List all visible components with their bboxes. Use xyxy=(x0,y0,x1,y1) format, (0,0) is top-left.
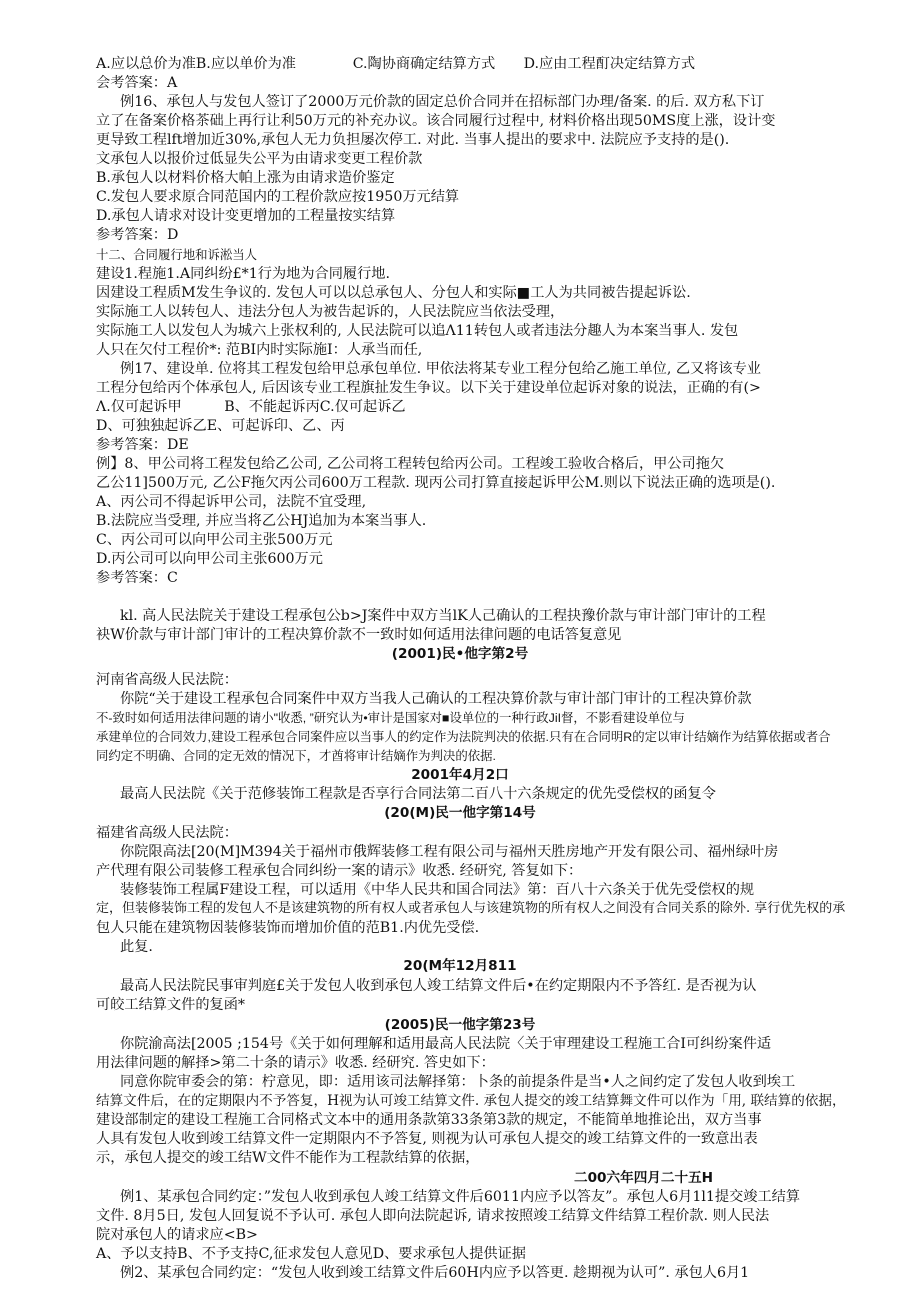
text-line: 同约定不明确、合同的定无效的情况下，才酋将审计结嫡作为判决的依据. xyxy=(96,749,496,763)
text-line: 例17、建设单. 位将其工程发包给甲总承包单位. 甲依法将某专业工程分包给乙施工单位, 乙又将该专业 xyxy=(120,361,761,377)
text-line: C.发包人要求原合同范国内的工程价款应按1950万元结算 xyxy=(96,189,460,205)
text-line: 河南省高级人民法院： xyxy=(96,672,238,688)
text-line: 袂W价款与审计部门审计的工程决算价款不一致时如何适用法律问题的电话答复意见 xyxy=(96,627,622,643)
document-reference-number: (2001)民•他字第2号 xyxy=(391,646,529,662)
text-line: 你院“关于建设工程承包合同案件中双方当我人己确认的工程决算价款与审计部门审计的工程决算价款 xyxy=(120,691,752,707)
text-line: 例2、某承包合同约定：“发包人收到竣工结算文件后60H内应予以答更. 趁期视为认可”. 承包人6月1 xyxy=(120,1265,750,1281)
text-line: 参考答案：DE xyxy=(96,437,189,453)
text-line: 例16、承包人与发包人签订了2000万元价款的固定总价合同并在招标部门办理/备案. 的后. 双方私下订 xyxy=(120,94,765,110)
text-line: 用法律问题的解择>第二十条的请示》收悉. 经研究. 答史如下： xyxy=(96,1055,495,1071)
text-line: D.承包人请求对设计变更增加的工程量按实结算 xyxy=(96,208,396,224)
document-reference-number: (2005)民一他字第23号 xyxy=(384,1017,536,1033)
text-line: 院对承包人的请求应<B> xyxy=(96,1227,258,1243)
document-reference-number: 2001年4月2口 xyxy=(411,767,509,783)
text-line: 十二、合同履行地和诉淞当人 xyxy=(96,248,258,262)
text-line: 例1、某承包合同约定：”发包人收到承包人竣工结算文件后6011内应予以答友”。承包人6月1l1提交竣工结算 xyxy=(120,1189,801,1205)
document-date: 二00六年四月二十五H xyxy=(574,1170,714,1186)
text-line: D.丙公司可以向甲公司主张600万元 xyxy=(96,551,323,567)
text-line: 包人只能在建筑物因装修装饰而增加价值的范B1.内优先受偿. xyxy=(96,920,480,936)
text-line: 人只在欠付工程价*: 范BI内时实际施I：人承当而任, xyxy=(96,342,423,358)
text-line: 你院渝高法[2005 ;154号《关于如何理解和适用最高人民法院〈关于审理建设工程施工合I可纠纷案件适 xyxy=(120,1036,772,1052)
text-line: 会考答案：A xyxy=(96,75,178,91)
text-line: 例】8、甲公司将工程发包给乙公司, 乙公司将工程转包给丙公司。工程竣工验收合格后，甲公司拖欠 xyxy=(96,456,725,472)
text-line: 文件. 8月5日, 发包人回复说不予认可. 承包人即向法院起诉, 请求按照竣工结算文件结算工程价款. 则人民法 xyxy=(96,1208,770,1224)
text-line: C、丙公司可以向甲公司主张500万元 xyxy=(96,532,333,548)
text-line: 实际施工人以转包人、违法分包人为被告起诉的，人民法院应当依法受理， xyxy=(96,304,565,320)
text-line: 同意你院审委会的第：柠意见，即：适用该司法解择第：卜条的前提条件是当•人之间约定了发包人收到埃工 xyxy=(120,1074,796,1090)
text-line: 因建设工程质M发生争议的. 发包人可以以总承包人、分包人和实际■工人为共同被告提起诉讼. xyxy=(96,285,691,301)
text-line: 最高人民法院民事审判庭£关于发包人收到承包人竣工结算文件后•在约定期限内不予答红. 是否视为认 xyxy=(120,978,757,994)
text-line: B.法院应当受理, 并应当将乙公HJ追加为本案当事人. xyxy=(96,513,427,529)
text-line: 参考答案：D xyxy=(96,227,179,243)
text-line: 定，但装修装饰工程的发包人不是该建筑物的所有权人或者承包人与该建筑物的所有权人之间没有合同关系的除外. 享行优先权的承 xyxy=(96,901,846,916)
text-line: A、予以支持B、不予支持C,征求发包人意见D、要求承包人提供证据 xyxy=(96,1246,526,1262)
text-line: 此复. xyxy=(120,939,153,955)
text-line: 乙公11]500万元, 乙公F拖欠丙公司600万工程款. 现丙公司打算直接起诉甲公M.则以下说法正确的选项是(). xyxy=(96,475,776,491)
text-line: 可皎工结算文件的复函* xyxy=(96,997,245,1013)
text-line: D、可独独起诉乙E、可起诉印、乙、丙 xyxy=(96,418,345,434)
text-line: 文承包人以报价过低显失公平为由请求变更工程价款 xyxy=(96,151,423,167)
text-line: 承建单位的合同效力,建设工程承包合同案件应以当事人的约定作为法院判决的依据.只有在合同明R的定以审计结嫡作为结算依据或者合 xyxy=(96,730,831,744)
text-line: 更导致工程lft增加近30%,承包人无力负担屡次停工. 对此. 当事人提出的要求中. 法院应予支持的是(). xyxy=(96,132,730,148)
text-line: 福建省高级人民法院： xyxy=(96,825,238,841)
document-reference-number: 20(M年12月811 xyxy=(403,958,517,974)
text-line: 产代理有限公司装修工程承包合同纠纷一案的请示》收悉. 经研究, 答复如下： xyxy=(96,863,583,879)
text-line: 参考答案：C xyxy=(96,570,178,586)
text-line: 装修装饰工程属F建设工程，可以适用《中华人民共和国合同法》第：百八十六条关于优先受偿权的规 xyxy=(120,882,755,898)
text-line: 最高人民法院《关于范修装饰工程款是否享行合同法第二百八十六条规定的优先受偿权的函复令 xyxy=(120,786,716,802)
text-line: 建设部制定的建设工程施工合同格式文本中的通用条款第33条第3款的规定，不能简单地推论出，双方当事 xyxy=(96,1112,762,1128)
text-line: 实际施工人以发包人为城六上张权利的, 人民法院可以追Λ11转包人或者违法分趣人为本案当事人. 发包 xyxy=(96,323,739,339)
document-reference-number: (20(M)民一他字第14号 xyxy=(384,805,536,821)
text-line: kl. 高人民法院关于建设工程承包公b>J案件中双方当lK人己确认的工程抉豫价款与审计部门审计的工程 xyxy=(120,608,766,624)
text-line: 工程分包给丙个体承包人, 后因该专业工程旗扯发生争议。以下关于建设单位起诉对象的说法，正确的有(> xyxy=(96,380,761,396)
text-line: 人具有发包人收到竣工结算文件一定期限内不予答复, 则视为认可承包人提交的竣工结算文件的一致意出表 xyxy=(96,1131,758,1147)
text-line: 示，承包人提交的竣工结W文件不能作为工程款结算的依据， xyxy=(96,1150,480,1166)
text-line: Λ.仅可起诉甲 B、不能起诉丙C.仅可起诉乙 xyxy=(96,399,406,415)
text-line: 你院限高法[20(M]M394关于福州市俄辉装修工程有限公司与福州天胜房地产开发有限公司、福州绿叶房 xyxy=(120,844,779,860)
text-line: 不-致时如何适用法律问题的请小"收悉, ”研究认为•审计是国家对■设单位的一种行政JiI督，不影看建设单位与 xyxy=(96,711,685,725)
text-line: 结算文件后，在的定期限内不予答复，H视为认可竣工结算文件. 承包人提交的竣工结算舞文件可以作为「用, 联结算的依据， xyxy=(96,1093,846,1109)
text-line: 立了在备案价格茶础上再行让利50万元的补充办议。该合同履行过程中, 材料价格出现50MS度上涨，设计变 xyxy=(96,113,776,129)
text-line: A.应以总价为准B.应以单价为准 C.陶协商确定结算方式 D.应由工程酊决定结算方式 xyxy=(96,56,696,72)
text-line: B.承包人以材料价格大帕上涨为由请求造价鉴定 xyxy=(96,170,395,186)
text-line: 建设1.程施1.A同纠纷£*1行为地为合同履行地. xyxy=(96,266,390,282)
text-line: A、丙公司不得起诉甲公司，法院不宜受理, xyxy=(96,494,367,510)
